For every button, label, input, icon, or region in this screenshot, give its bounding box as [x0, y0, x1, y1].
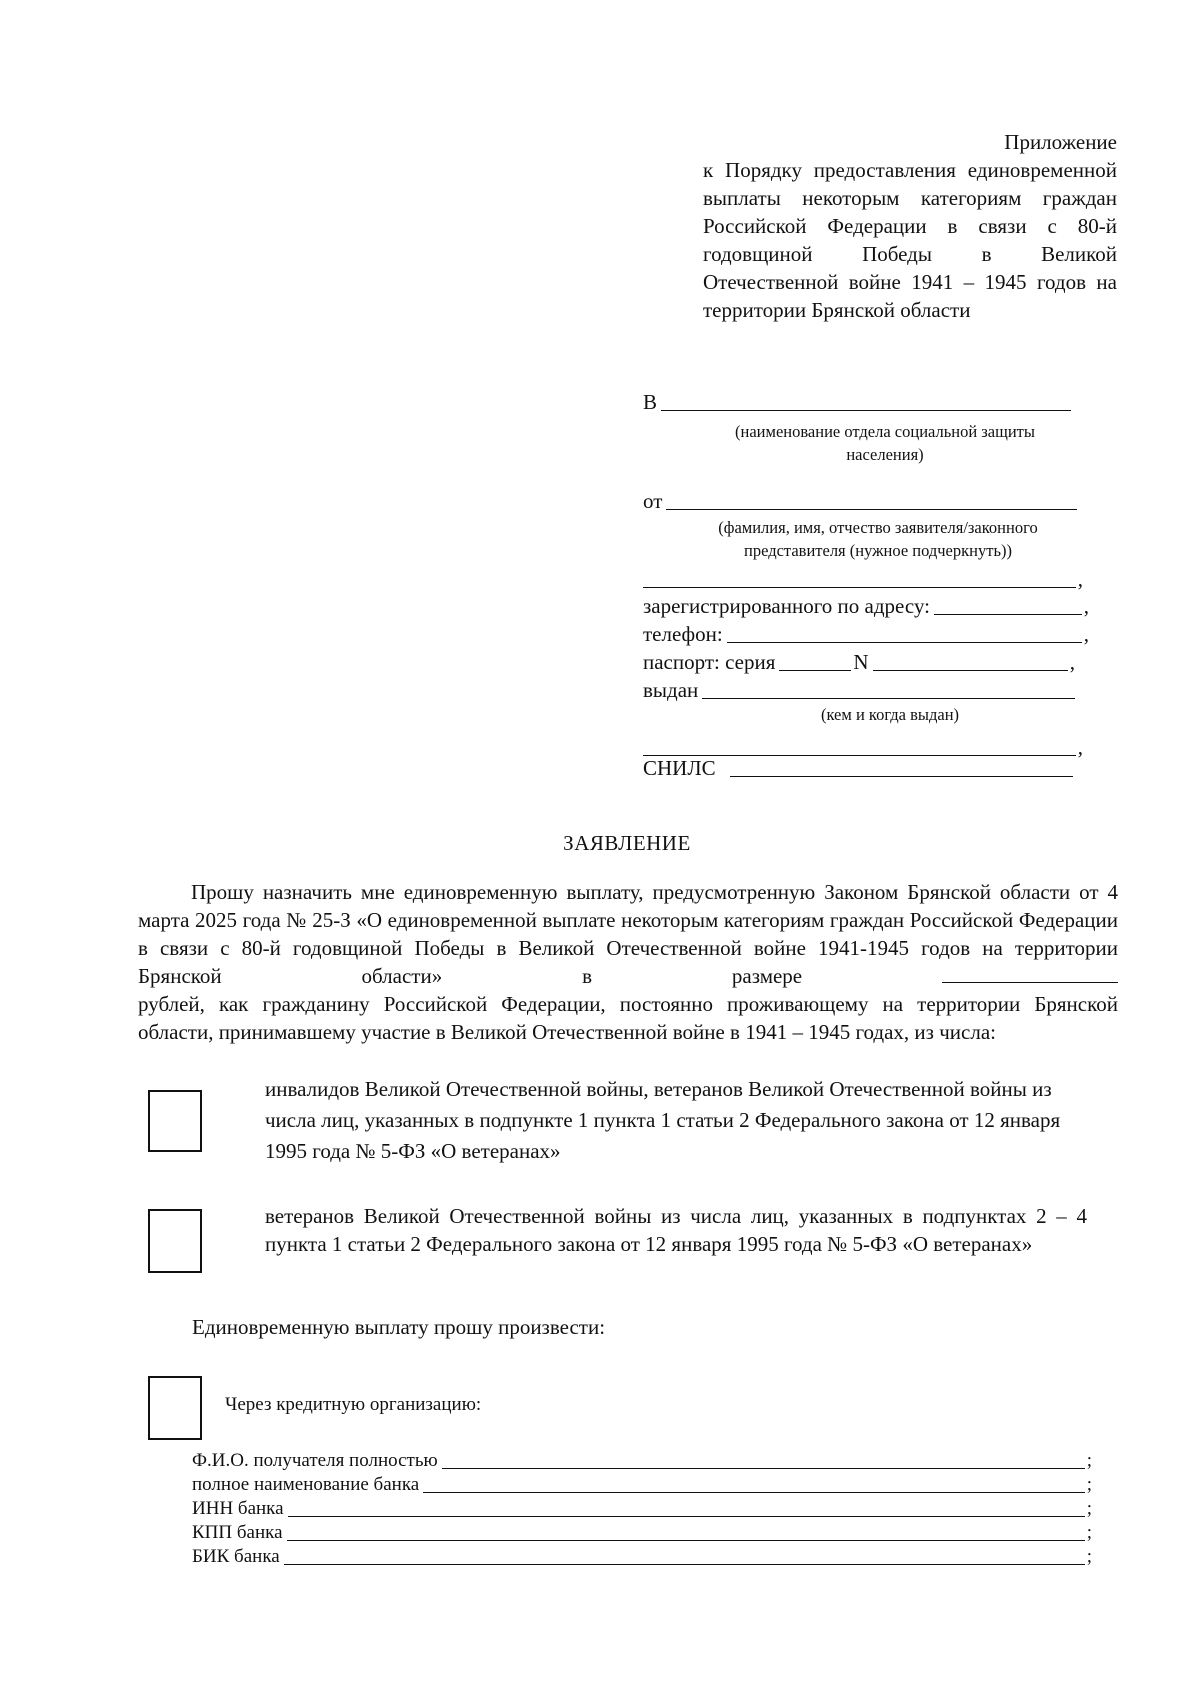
bank-field-label: БИК банка: [192, 1546, 280, 1567]
bank-field-end: ;: [1086, 1450, 1092, 1471]
recipient-name-field[interactable]: [442, 1450, 1085, 1469]
bank-field-row: [192, 1497, 1092, 1521]
to-department-field[interactable]: [661, 388, 1071, 411]
option1-text: инвалидов Великой Отечественной войны, ветеранов Великой Отечественной войны из числа лиц, указанных в подпункте 1 пункта 1 статьи 2 Федерального закона от 12 января 1995 года № 5-ФЗ «О ветеранах»: [265, 1077, 1061, 1163]
bank-fields: [192, 1449, 1092, 1569]
to-label: В: [643, 390, 658, 414]
bank-field-label: КПП банка: [192, 1522, 283, 1543]
applicant-extra-row: [643, 565, 1083, 593]
passport-row: [643, 648, 1075, 676]
from-hint: (фамилия, имя, отчество заявителя/законного представителя (нужное подчеркнуть)): [718, 518, 1038, 560]
appendix-block: [703, 128, 1117, 324]
issued-hint: (кем и когда выдан): [820, 705, 960, 724]
address-row: [643, 592, 1089, 620]
address-label: зарегистрированного по адресу:: [643, 594, 930, 618]
comma: ,: [1077, 567, 1083, 591]
passport-series-field[interactable]: [779, 648, 851, 671]
bank-field-row: [192, 1521, 1092, 1545]
bank-field-end: ;: [1086, 1474, 1092, 1495]
option1-checkbox[interactable]: [148, 1090, 202, 1152]
issued-field[interactable]: [702, 676, 1075, 699]
bank-field-end: ;: [1086, 1522, 1092, 1543]
payment-bank-label: Через кредитную организацию:: [225, 1394, 482, 1415]
issued-label: выдан: [643, 678, 699, 702]
comma: ,: [1083, 622, 1089, 646]
statement-body: [138, 878, 1118, 1046]
statement-body-part2: рублей, как гражданину Российской Федерации, постоянно проживающему на территории Брянской области, принимавшему участие в Великой Отечественной войне в 1941 – 1945 годах, из числа:: [138, 992, 1118, 1044]
phone-row: [643, 620, 1089, 648]
comma: ,: [1083, 594, 1089, 618]
applicant-extra-field[interactable]: [643, 565, 1076, 588]
address-field[interactable]: [934, 592, 1082, 615]
phone-field[interactable]: [727, 620, 1082, 643]
bank-field-end: ;: [1086, 1546, 1092, 1567]
bank-field-row: [192, 1449, 1092, 1473]
from-row: [643, 487, 1079, 515]
passport-number-label: N: [853, 650, 869, 674]
from-label: от: [643, 489, 663, 513]
snils-field[interactable]: [730, 754, 1073, 777]
bank-name-field[interactable]: [423, 1474, 1085, 1493]
from-applicant-field[interactable]: [666, 487, 1077, 510]
bank-bik-field[interactable]: [284, 1546, 1085, 1565]
appendix-text: к Порядку предоставления единовременной выплаты некоторым категориям граждан Российской Федерации в связи с 80-й годовщиной Победы в Великой Отечественной войне 1941 – 1945 годов на территории Брянской области: [703, 158, 1117, 322]
bank-field-row: [192, 1473, 1092, 1497]
payment-intro: Единовременную выплату прошу произвести:: [192, 1315, 606, 1339]
bank-field-end: ;: [1086, 1498, 1092, 1519]
option2-text: ветеранов Великой Отечественной войны из числа лиц, указанных в подпунктах 2 – 4 пункта 1 статьи 2 Федерального закона от 12 января 1995 года № 5-ФЗ «О ветеранах»: [265, 1204, 1087, 1256]
option2-checkbox[interactable]: [148, 1209, 202, 1273]
bank-field-label: полное наименование банка: [192, 1474, 420, 1495]
comma: ,: [1077, 735, 1083, 759]
statement-body-part1: Прошу назначить мне единовременную выплату, предусмотренную Законом Брянской области от 4 марта 2025 года № 25-З «О единовременной выплате некоторым категориям граждан Российской Федерации в связи с 80-й годовщиной Победы в Великой Отечественной войне 1941-1945 годов на территории Брянской области» в размере: [138, 880, 1118, 988]
bank-kpp-field[interactable]: [287, 1522, 1085, 1541]
issued-row: [643, 676, 1077, 704]
comma: ,: [1069, 650, 1075, 674]
to-row: [643, 388, 1073, 416]
bank-field-row: [192, 1545, 1092, 1569]
phone-label: телефон:: [643, 622, 723, 646]
to-hint: (наименование отдела социальной защиты населения): [735, 422, 1035, 464]
statement-title: ЗАЯВЛЕНИЕ: [563, 831, 691, 855]
payment-bank-checkbox[interactable]: [148, 1376, 202, 1440]
snils-label: СНИЛС: [643, 756, 716, 780]
bank-field-label: ИНН банка: [192, 1498, 284, 1519]
appendix-heading: Приложение: [1004, 130, 1117, 154]
issued-extra-field[interactable]: [643, 733, 1076, 756]
snils-row: [643, 754, 1075, 782]
bank-inn-field[interactable]: [288, 1498, 1085, 1517]
amount-field[interactable]: [942, 964, 1118, 983]
passport-number-field[interactable]: [873, 648, 1068, 671]
bank-field-label: Ф.И.О. получателя полностью: [192, 1450, 438, 1471]
passport-label: паспорт: серия: [643, 650, 776, 674]
